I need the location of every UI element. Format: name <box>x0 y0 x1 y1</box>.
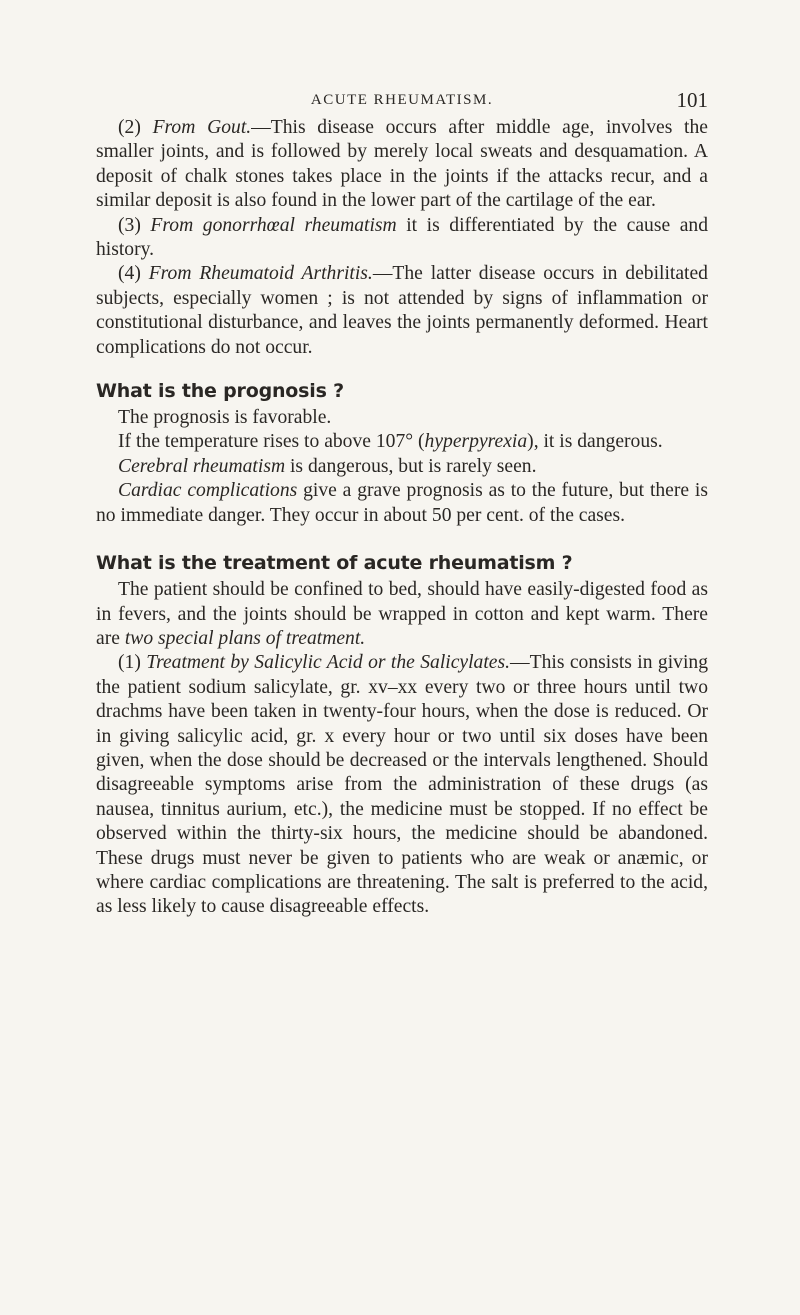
heading-gonorrhoeal: From gonorrhœal rheumatism <box>150 214 397 236</box>
page-body <box>96 116 708 920</box>
page-number: 101 <box>676 88 708 112</box>
paragraph-rheumatoid-arthritis: (4) From Rheumatoid Arthritis.—The latter disease occurs in debilitated subjects, especially women ; is not attended by signs of inflammation or constitutional disturbance, and leaves the joints permanently deformed. Heart complications do not occur. <box>96 263 708 358</box>
running-head: ACUTE RHEUMATISM. <box>310 92 494 108</box>
paragraph-prognosis-favorable: The prognosis is favorable. <box>118 407 332 429</box>
paragraph-cardiac: Cardiac complications give a grave prognosis as to the future, but there is no immediate danger. They occur in about 50 per cent. of the cases. <box>96 480 708 526</box>
question-treatment: What is the treatment of acute rheumatism ? <box>96 552 573 575</box>
heading-salicylic: Treatment by Salicylic Acid or the Salicylates. <box>146 652 511 674</box>
question-prognosis: What is the prognosis ? <box>96 380 344 403</box>
heading-from-gout: From Gout. <box>152 117 252 138</box>
paragraph-gonorrhoeal: (3) From gonorrhœal rheumatism it is differentiated by the cause and history. <box>96 214 708 261</box>
paragraph-from-gout: (2) From Gout.—This disease occurs after middle age, involves the smaller joints, and is followed by merely local sweats and desquamation. A deposit of chalk stones takes place in the joints if the attacks recur, and a similar deposit is also found in the lower part of the cartilage of the ear. <box>96 117 708 212</box>
paragraph-treatment-general: The patient should be confined to bed, should have easily-digested food as in fevers, and the joints should be wrapped in cotton and kept warm. There are two special plans of treatment. <box>96 579 708 649</box>
paragraph-treatment-salicylic: (1) Treatment by Salicylic Acid or the Salicylates.—This consists in giving the patient sodium salicylate, gr. xv–xx every two or three hours until two drachms have been taken in twenty-four hours, when the dose is reduced. Or in giving salicylic acid, gr. x every hour or two until six doses have been given, when the dose should be decreased or the intervals lengthened. Should disagreeable symptoms arise from the administration of these drugs (as nausea, tinnitus aurium, etc.), the medicine must be stopped. If no effect be observed within the thirty-six hours, the medicine should be abandoned. These drugs must never be given to patients who are weak or anæmic, or where cardiac complications are threatening. The salt is preferred to the acid, as less likely to cause disagreeable effects. <box>96 652 708 918</box>
paragraph-cerebral: Cerebral rheumatism is dangerous, but is rarely seen. <box>118 455 537 477</box>
heading-rheumatoid-arthritis: From Rheumatoid Arthritis. <box>148 263 373 285</box>
paragraph-temperature: If the temperature rises to above 107° (hyperpyrexia), it is dangerous. <box>118 431 663 453</box>
page-header <box>96 88 708 112</box>
